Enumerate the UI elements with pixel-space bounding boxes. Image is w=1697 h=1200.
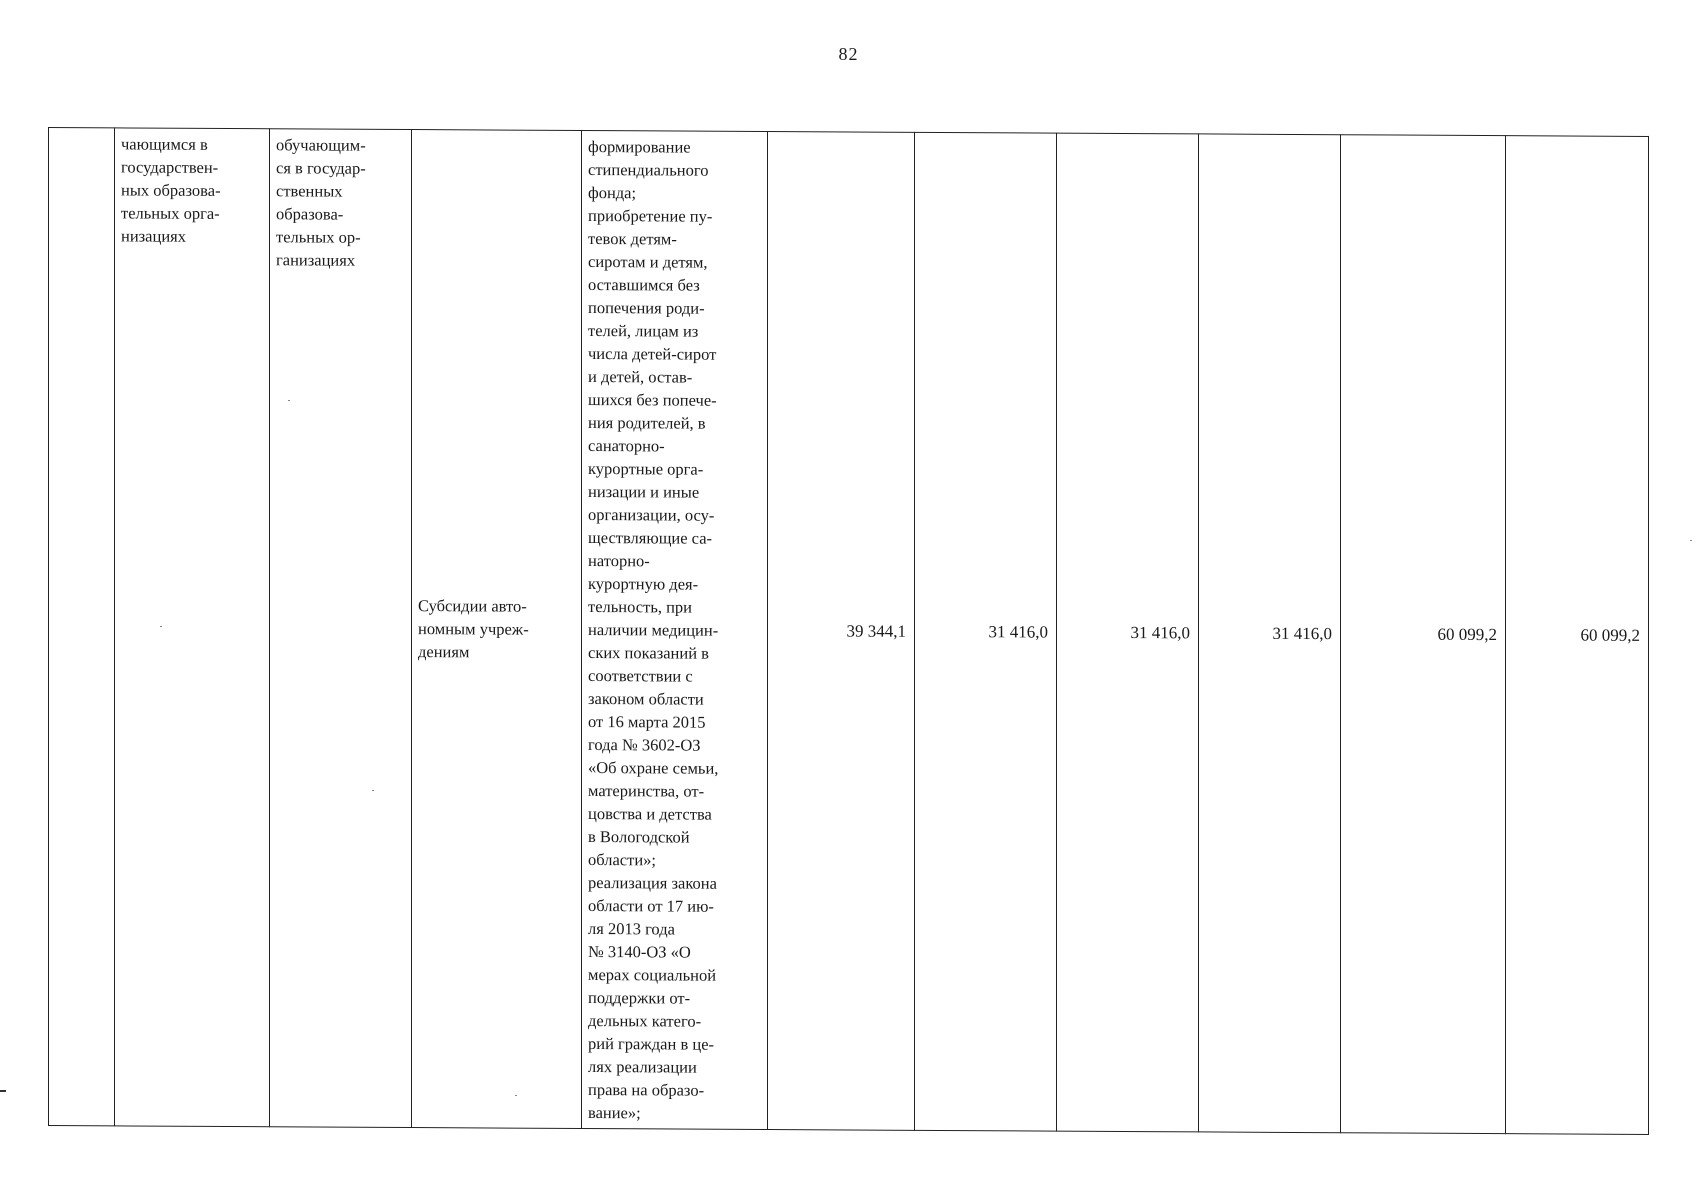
scan-speck (372, 790, 374, 791)
purpose-text: обучающим- ся в государ- ственных образова- тельных ор- ганизациях (276, 135, 366, 270)
value-cell-4: 31 416,0 (1199, 134, 1341, 1133)
value-cell-6: 60 099,2 (1506, 136, 1649, 1135)
subsidy-type-cell (412, 130, 582, 1129)
budget-table (48, 127, 1649, 1135)
description-cell (582, 130, 768, 1129)
table-row (49, 128, 1649, 1135)
scan-edge-mark (0, 1090, 6, 1092)
recipient-cell (115, 128, 270, 1127)
value-cell-3: 31 416,0 (1057, 133, 1199, 1132)
purpose-cell (270, 129, 412, 1128)
scan-speck (515, 1095, 517, 1096)
page-number: 82 (838, 44, 859, 64)
value-cell-2: 31 416,0 (915, 132, 1057, 1131)
scan-speck (160, 626, 162, 627)
scan-speck (288, 400, 290, 401)
value-cell-1: 39 344,1 (768, 132, 915, 1131)
recipient-text: чающимся в государствен- ных образова- тельных орга- низациях (121, 134, 221, 246)
row-number-cell (49, 128, 115, 1126)
scan-speck (1690, 540, 1692, 541)
value-cell-5: 60 099,2 (1341, 135, 1506, 1134)
description-text: формирование стипендиального фонда; приобретение пу- тевок детям- сиротам и детям, оставшимся без попечения роди- телей, лицам из числа детей-сирот и детей, остав- шихся без попече- ния родителей, в санаторно- курортные орга- низации и иные организации, осу- ществляющие са- наторно- курортную дея- тельность, при наличии медицин- ских показаний в соответствии с законом области от 16 марта 2015 года № 3602-ОЗ «Об охране семьи, материнства, от- цовства и детства в Вологодской области»; реализация закона области от 17 ию- ля 2013 года № 3140-ОЗ «О мерах социальной поддержки от- дельных катего- рий граждан в це- лях реализации права на образо- вание»; (588, 137, 719, 1123)
subsidy-type-text: Субсидии авто- номным учреж- дениям (418, 596, 529, 662)
